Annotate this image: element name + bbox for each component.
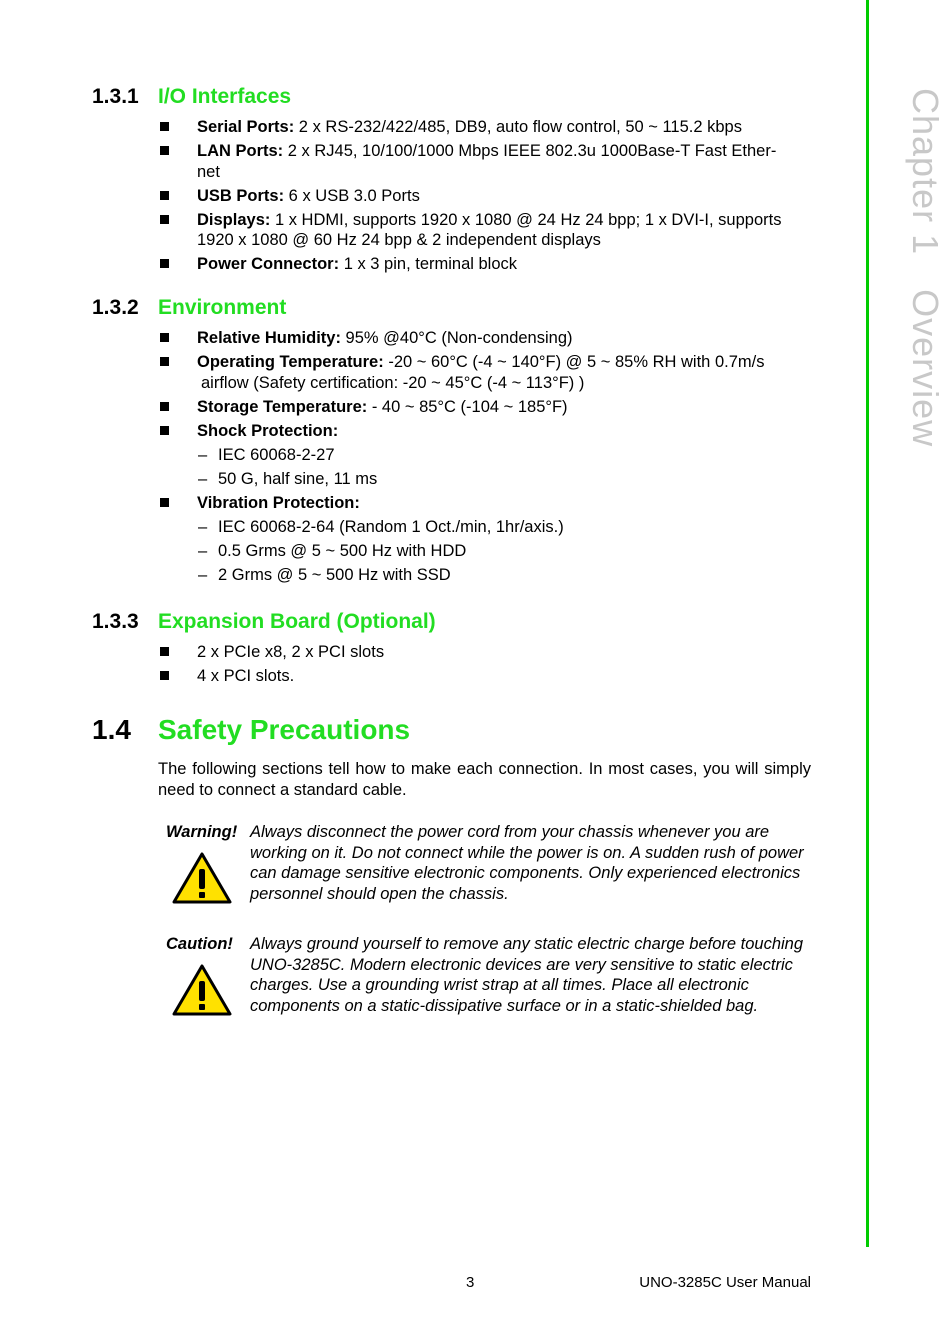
list-item: Displays: 1 x HDMI, supports 1920 x 1080 @ 24 Hz 24 bpp; 1 x DVI-I, supports 1920 x 1080 @ 60 Hz 24 bpp & 2 independent displays [158, 210, 813, 251]
section-title: Expansion Board (Optional) [158, 610, 436, 633]
section-heading-expansion [92, 609, 436, 635]
section-heading-safety [92, 713, 410, 747]
section-number: 1.3.2 [92, 296, 139, 319]
list-item: Power Connector: 1 x 3 pin, terminal block [158, 254, 813, 275]
section-number: 1.3.3 [92, 610, 139, 633]
chapter-tab-chapter: Chapter 1 [905, 88, 946, 256]
sub-list-item: – IEC 60068-2-27 [198, 445, 335, 464]
warning-text: Always disconnect the power cord from your chassis whenever you are working on it. Do not connect while the power is on. A sudden rush of power can damage sensitive electronic components. Only experienced electronics personnel should open the chassis. [250, 823, 804, 903]
dash-bullet-icon: – [198, 517, 208, 536]
square-bullet-icon [160, 122, 169, 131]
list-item: LAN Ports: 2 x RJ45, 10/100/1000 Mbps IEEE 802.3u 1000Base-T Fast Ether- net [158, 141, 813, 182]
section-number: 1.4 [92, 714, 131, 745]
safety-intro-paragraph: The following sections tell how to make each connection. In most cases, you will simply need to connect a standard cable. [158, 760, 811, 799]
expansion-list [158, 642, 813, 690]
warning-triangle-icon [172, 852, 232, 904]
list-item: Vibration Protection: [158, 493, 813, 514]
list-item: Storage Temperature: - 40 ~ 85°C (-104 ~ 185°F) [158, 397, 813, 418]
list-item: 4 x PCI slots. [158, 666, 813, 687]
list-item: 2 x PCIe x8, 2 x PCI slots [158, 642, 813, 663]
page-number: 3 [466, 1274, 475, 1291]
square-bullet-icon [160, 146, 169, 155]
chapter-tab-title: Overview [905, 289, 946, 448]
caution-text: Always ground yourself to remove any static electric charge before touching UNO-3285C. Modern electronic devices are very sensitive to static electric charges. Use a grounding wrist strap at all times. Place all electronic components on a static-dissipative surface or in a static-shielded bag. [250, 935, 804, 1015]
manual-title: UNO-3285C User Manual [639, 1274, 811, 1291]
environment-list [158, 328, 813, 589]
list-item: Relative Humidity: 95% @40°C (Non-condensing) [158, 328, 813, 349]
square-bullet-icon [160, 402, 169, 411]
section-heading-io [92, 84, 291, 110]
list-item: Operating Temperature: -20 ~ 60°C (-4 ~ 140°F) @ 5 ~ 85% RH with 0.7m/s airflow (Safety certification: -20 ~ 45°C (-4 ~ 113°F) ) [158, 352, 813, 393]
square-bullet-icon [160, 357, 169, 366]
list-item: Serial Ports: 2 x RS-232/422/485, DB9, auto flow control, 50 ~ 115.2 kbps [158, 117, 813, 138]
square-bullet-icon [160, 498, 169, 507]
caution-label: Caution! [166, 935, 233, 953]
chapter-tab [905, 88, 945, 448]
warning-label: Warning! [166, 823, 238, 841]
list-item: USB Ports: 6 x USB 3.0 Ports [158, 186, 813, 207]
dash-bullet-icon: – [198, 541, 208, 560]
section-title: Environment [158, 296, 287, 319]
caution-triangle-icon [172, 964, 232, 1016]
square-bullet-icon [160, 259, 169, 268]
sub-list-item: – 2 Grms @ 5 ~ 500 Hz with SSD [198, 565, 451, 584]
square-bullet-icon [160, 191, 169, 200]
section-title: I/O Interfaces [158, 85, 292, 108]
dash-bullet-icon: – [198, 445, 208, 464]
dash-bullet-icon: – [198, 469, 208, 488]
square-bullet-icon [160, 333, 169, 342]
list-item: Shock Protection: [158, 421, 813, 442]
sub-list-item: – 50 G, half sine, 11 ms [198, 469, 378, 488]
sub-list-item: – IEC 60068-2-64 (Random 1 Oct./min, 1hr/axis.) [198, 517, 564, 536]
square-bullet-icon [160, 426, 169, 435]
square-bullet-icon [160, 215, 169, 224]
square-bullet-icon [160, 647, 169, 656]
section-heading-environment [92, 295, 286, 321]
chapter-rule [866, 0, 869, 1247]
square-bullet-icon [160, 671, 169, 680]
sub-list-item: – 0.5 Grms @ 5 ~ 500 Hz with HDD [198, 541, 467, 560]
section-title: Safety Precautions [158, 714, 411, 745]
io-list [158, 117, 813, 278]
dash-bullet-icon: – [198, 565, 208, 584]
section-number: 1.3.1 [92, 85, 139, 108]
